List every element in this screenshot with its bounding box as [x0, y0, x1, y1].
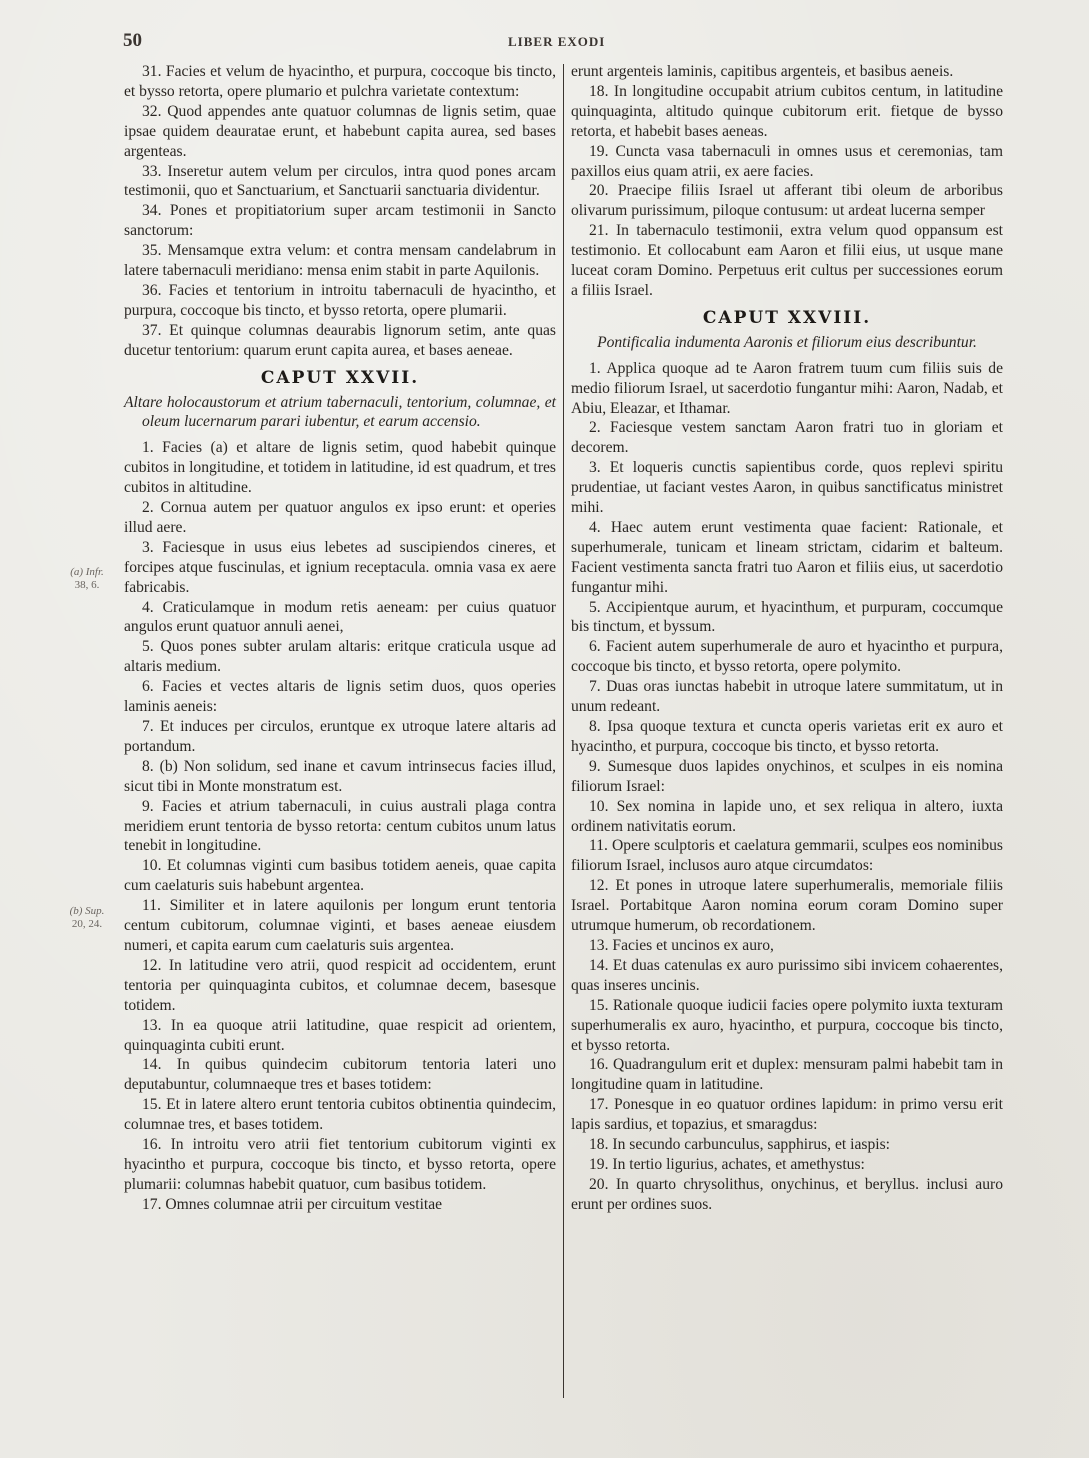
verse: 7. Duas oras iunctas habebit in utroque latere summitatum, ut in unum redeant.: [571, 678, 1003, 716]
margin-note-ref: (a) Infr.: [70, 566, 104, 578]
verse: 8. (b) Non solidum, sed inane et cavum intrinsecus facies illud, sicut tibi in Monte monstratum est.: [124, 757, 556, 795]
verse: 36. Facies et tentorium in introitu tabernaculi de hyacintho, et purpura, coccoque bis tincto, et bysso retorta, opere plumarii.: [124, 281, 556, 319]
left-column: [124, 62, 556, 1215]
page-number: 50: [123, 30, 142, 51]
verse: 11. Similiter et in latere aquilonis per longum erunt tentoria centum cubitorum, columnae viginti, et bases aeneae eiusdem numeri, et capita earum cum caelaturis suis argentea.: [124, 897, 556, 954]
running-head: [123, 30, 1013, 50]
verse: 3. Faciesque in usus eius lebetes ad suscipiendos cineres, et forcipes atque fuscinulas, et ignium receptacula. omnia vasa ex aere fabricabis.: [124, 538, 556, 596]
margin-note-loc: 38, 6.: [74, 579, 100, 591]
verse: 17. Omnes columnae atrii per circuitum vestitae: [142, 1195, 443, 1213]
verse: 18. In secundo carbunculus, sapphirus, et iaspis:: [589, 1136, 890, 1154]
verses-before-chapter: [571, 62, 1003, 301]
verse: 4. Craticulamque in modum retis aeneam: per cuius quatuor angulos erunt quatuor annuli aenei,: [124, 598, 556, 636]
margin-note-loc: 20, 24.: [71, 918, 103, 930]
running-title: LIBER EXODI: [508, 34, 606, 49]
verses-after-chapter: [571, 359, 1003, 1215]
verse: 12. In latitudine vero atrii, quod respicit ad occidentem, erunt tentoria per quinquaginta cubitos, et columnae decem, basesque totidem.: [124, 956, 556, 1014]
verse: 9. Sumesque duos lapides onychinos, et sculpes in eis nomina filiorum Israel:: [571, 757, 1003, 795]
column-divider: [563, 64, 564, 1398]
verse: 13. In ea quoque atrii latitudine, quae respicit ad orientem, quinquaginta cubiti erunt.: [124, 1016, 556, 1054]
verse: 34. Pones et propitiatorium super arcam testimonii in Sancto sanctorum:: [124, 202, 556, 240]
chapter-heading: CAPUT XXVII.: [260, 367, 420, 388]
verse: 20. Praecipe filiis Israel ut afferant tibi oleum de arboribus olivarum purissimum, piloque contusum: ut ardeat lucerna semper: [571, 182, 1003, 220]
verse: 14. In quibus quindecim cubitorum tentoria lateri uno deputabuntur, columnaeque tres et bases totidem:: [124, 1056, 556, 1094]
verse: 2. Faciesque vestem sanctam Aaron fratri tuo in gloriam et decorem.: [571, 419, 1003, 457]
verse: 6. Facies et vectes altaris de lignis setim duos, quos operies laminis aeneis:: [124, 678, 556, 716]
verse: 21. In tabernaculo testimonii, extra velum quod oppansum est testimonio. Et collocabunt eam Aaron et filii eius, ut usque mane luceat coram Domino. Perpetuus erit cultus per successiones eorum a filiis Israel.: [571, 222, 1003, 299]
verse: 19. Cuncta vasa tabernaculi in omnes usus et ceremonias, tam paxillos eius quam atrii, ex aere facies.: [571, 142, 1003, 180]
verse: 33. Inseretur autem velum per circulos, intra quod pones arcam testimonii, quo et Sanctuarium, et Sanctuarii sanctuaria dividentur.: [124, 162, 556, 200]
verse: 18. In longitudine occupabit atrium cubitos centum, in latitudine quinquaginta, altitudo quinque cubitorum erit. fietque de bysso retorta, et habebit bases aeneas.: [571, 82, 1003, 140]
verse: 6. Facient autem superhumerale de auro et hyacintho et purpura, coccoque bis tincto, et bysso retorta, opere polymito.: [571, 638, 1003, 676]
verse: 31. Facies et velum de hyacintho, et purpura, coccoque bis tincto, et bysso retorta, opere plumario et pulchra varietate contextum:: [124, 63, 556, 100]
verse: 15. Rationale quoque iudicii facies opere polymito iuxta texturam superhumeralis ex auro, hyacintho, et purpura, coccoque bis tincto, et bysso retorta.: [571, 996, 1003, 1054]
verse: 5. Accipientque aurum, et hyacinthum, et purpuram, coccumque bis tinctum, et byssum.: [571, 598, 1003, 636]
verse: 15. Et in latere altero erunt tentoria cubitos obtinentia quindecim, columnae tres, et bases totidem.: [124, 1096, 556, 1134]
verse: 37. Et quinque columnas deaurabis lignorum setim, ante quas ducetur tentorium: quarum erunt capita aurea, et bases aeneae.: [124, 321, 556, 359]
chapter-summary: Altare holocaustorum et atrium tabernaculi, tentorium, columnae, et oleum lucernarum parari iubentur, et earum accensio.: [124, 393, 556, 431]
verse: 14. Et duas catenulas ex auro purissimo sibi invicem cohaerentes, quas inseres uncinis.: [571, 956, 1003, 994]
verse: 3. Et loqueris cunctis sapientibus corde, quos replevi spiritu prudentiae, ut faciant vestes Aaron, in quibus sanctificatus ministret mihi.: [571, 459, 1003, 517]
verse: 1. Facies (a) et altare de lignis setim, quod habebit quinque cubitos in longitudine, et totidem in latitudine, id est quadrum, et tres cubitos in altitudine.: [124, 439, 556, 497]
right-column: [571, 62, 1003, 1215]
verse: 2. Cornua autem per quatuor angulos ex ipso erunt: et operies illud aere.: [124, 499, 556, 536]
verse: 16. Quadrangulum erit et duplex: mensuram palmi habebit tam in longitudine quam in latitudine.: [571, 1056, 1003, 1094]
verse: 19. In tertio ligurius, achates, et amethystus:: [589, 1155, 865, 1173]
margin-note-b: [52, 905, 122, 931]
verse: 35. Mensamque extra velum: et contra mensam candelabrum in latere tabernaculi meridiano: mensa enim stabit in parte Aquilonis.: [124, 242, 556, 280]
verse: 10. Sex nomina in lapide uno, et sex reliqua in altero, iuxta ordinem nativitatis eorum.: [571, 797, 1003, 835]
verse: 9. Facies et atrium tabernaculi, in cuius australi plaga contra meridiem erunt tentoria de bysso retorta: centum cubitos unum latus tenebit in longitudine.: [124, 797, 556, 855]
verse: 10. Et columnas viginti cum basibus totidem aeneis, quae capita cum caelaturis suis habebunt argentea.: [124, 857, 556, 895]
verse: 5. Quos pones subter arulam altaris: eritque craticula usque ad altaris medium.: [124, 638, 556, 676]
verse: 17. Ponesque in eo quatuor ordines lapidum: in primo versu erit lapis sardius, et topazius, et smaragdus:: [571, 1096, 1003, 1134]
verse: 20. In quarto chrysolithus, onychinus, et beryllus. inclusi auro erunt per ordines suos.: [571, 1175, 1003, 1213]
chapter-summary: Pontificalia indumenta Aaronis et filiorum eius describuntur.: [597, 333, 977, 351]
verse: 1. Applica quoque ad te Aaron fratrem tuum cum filiis suis de medio filiorum Israel, ut sacerdotio fungantur mihi: Aaron, Nadab, et Abiu, Eleazar, et Ithamar.: [571, 359, 1003, 417]
margin-note-ref: (b) Sup.: [69, 905, 105, 917]
chapter-heading: CAPUT XXVIII.: [702, 307, 872, 328]
verse: 16. In introitu vero atrii fiet tentorium cubitorum viginti ex hyacintho et purpura, coccoque bis tincto, et bysso retorta, opere plumarii: columnas habebit quatuor, cum basibus totidem.: [124, 1136, 556, 1193]
verse: erunt argenteis laminis, capitibus argenteis, et basibus aeneis.: [571, 63, 954, 80]
verse: 13. Facies et uncinos ex auro,: [589, 936, 774, 954]
verse: 4. Haec autem erunt vestimenta quae facient: Rationale, et superhumerale, tunicam et lineam strictam, cidarim et balteum. Facient vestimenta sancta fratri tuo Aaron et filiis eius, ut sacerdotio fungantur mihi.: [571, 518, 1003, 596]
verse: 11. Opere sculptoris et caelatura gemmarii, sculpes eos nominibus filiorum Israel, inclusos auro atque circumdatos:: [571, 837, 1003, 875]
verse: 12. Et pones in utroque latere superhumeralis, memoriale filiis Israel. Portabitque Aaron nomina eorum coram Domino super utrumque humerum, ob recordationem.: [571, 877, 1003, 935]
verse: 32. Quod appendes ante quatuor columnas de lignis setim, quae ipsae quidem deauratae erunt, et habebunt capita aurea, sed bases argenteas.: [124, 102, 556, 160]
margin-note-a: [52, 566, 122, 592]
verses-before-chapter: [124, 62, 556, 361]
verse: 7. Et induces per circulos, eruntque ex utroque latere altaris ad portandum.: [124, 718, 556, 755]
verses-after-chapter: [124, 438, 556, 1214]
verse: 8. Ipsa quoque textura et cuncta operis varietas erit ex auro et hyacintho, et purpura, coccoque bis tincto, et bysso retorta.: [571, 718, 1003, 755]
